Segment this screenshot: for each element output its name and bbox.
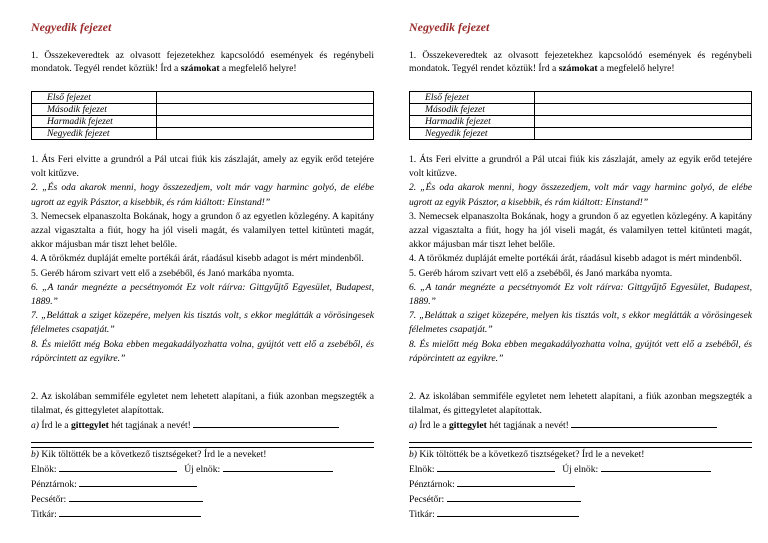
list-item: 1. Áts Feri elvitte a grundról a Pál utcai fiúk kis zászlaját, amely az egyik erőd tetejére volt kitűzve. [31, 154, 374, 180]
table-row: Harmadik fejezet [32, 116, 374, 128]
list-item: 7. „Beláttak a sziget közepére, melyen kis tisztás volt, s ekkor meglátták a vörösingesek félelmetes csapatját.” [31, 310, 374, 336]
table-row: Második fejezet [32, 104, 374, 116]
task2-b: b) Kik töltötték be a következő tisztségeket? Írd le a neveket! [409, 448, 645, 460]
task2-intro: 2. Az iskolában semmiféle egyletet nem lehetett alapítani, a fiúk azonban megszegték a tilalmat, és gittegyletet alapítottak. [31, 391, 374, 417]
task1-instruction: 1. Összekeveredtek az olvasott fejezetekhez kapcsolódó események és regénybeli mondatok. Tegyél rendet köztük! Írd a számokat a megfelelő helyre! [31, 50, 374, 74]
table-row: Negyedik fejezet [32, 128, 374, 140]
chapter-title: Negyedik fejezet [409, 20, 490, 34]
table-row: Második fejezet [410, 104, 752, 116]
answer-line[interactable] [571, 418, 717, 428]
list-item: 6. „A tanár megnézte a pecsétnyomót Ez volt ráírva: Gittgyűjtő Egyesület, Budapest, 1889.” [409, 281, 752, 308]
task2-a: a) Írd le a gittegylet hét tagjának a nevét! [31, 418, 374, 433]
answer-line[interactable] [31, 434, 374, 443]
role-row-pecsetor: Pecsétőr: [409, 492, 752, 507]
list-item: 2. „És oda akarok menni, hogy összezedjem, volt már vagy harminc golyó, de elébe ugrott az egyik Pásztor, a kisebbik, és rám kiáltott: Einstand!” [409, 182, 752, 208]
list-item: 8. És mielőtt még Boka ebben megakadályozhatta volna, gyújtót vett elő a zsebéből, és rápörcintett az egyikre.” [409, 338, 752, 364]
pecsetor-answer-line[interactable] [447, 492, 581, 502]
answer-line[interactable] [193, 418, 339, 428]
role-row-pecsetor: Pecsétőr: [31, 492, 374, 507]
pecsetor-answer-line[interactable] [69, 492, 203, 502]
answer-cell[interactable] [157, 92, 374, 104]
role-row-titkar: Titkár: [409, 507, 752, 522]
answer-cell[interactable] [535, 128, 752, 140]
chapter-table [409, 91, 752, 140]
list-item: 3. Nemecsek elpanaszolta Bokának, hogy a grundon ő az egyetlen közlegény. A kapitány azzal vigasztalta a fiút, hogy ha jól viseli magát, és valamilyen tettel kitünteti magát, akkor májusban már tiszt lehet belőle. [409, 210, 752, 251]
role-row-penztarnok: Pénztárnok: [31, 477, 374, 492]
penztarnok-answer-line[interactable] [79, 477, 197, 487]
task2-a: a) Írd le a gittegylet hét tagjának a nevét! [409, 418, 752, 433]
chapter-table [31, 91, 374, 140]
table-row: Negyedik fejezet [410, 128, 752, 140]
list-item: 8. És mielőtt még Boka ebben megakadályozhatta volna, gyújtót vett elő a zsebéből, és rápörcintett az egyikre.” [31, 338, 374, 364]
list-item: 5. Geréb három szivart vett elő a zsebéből, és Janó markába nyomta. [31, 267, 295, 279]
list-item: 3. Nemecsek elpanaszolta Bokának, hogy a grundon ő az egyetlen közlegény. A kapitány azzal vigasztalta a fiút, hogy ha jól viseli magát, és valamilyen tettel kitünteti magát, akkor májusban már tiszt lehet belőle. [31, 210, 374, 251]
answer-cell[interactable] [535, 104, 752, 116]
answer-cell[interactable] [157, 104, 374, 116]
uj-elnok-answer-line[interactable] [601, 462, 711, 472]
list-item: 7. „Beláttak a sziget közepére, melyen kis tisztás volt, s ekkor meglátták a vörösingesek félelmetes csapatját.” [409, 310, 752, 336]
task2-intro: 2. Az iskolában semmiféle egyletet nem lehetett alapítani, a fiúk azonban megszegték a tilalmat, és gittegyletet alapítottak. [409, 391, 752, 417]
list-item: 5. Geréb három szivart vett elő a zsebéből, és Janó markába nyomta. [409, 267, 673, 279]
list-item: 1. Áts Feri elvitte a grundról a Pál utcai fiúk kis zászlaját, amely az egyik erőd tetejére volt kitűzve. [409, 154, 752, 180]
role-row-penztarnok: Pénztárnok: [409, 477, 752, 492]
answer-cell[interactable] [535, 92, 752, 104]
elnok-answer-line[interactable] [437, 462, 555, 472]
uj-elnok-answer-line[interactable] [223, 462, 333, 472]
answer-cell[interactable] [535, 116, 752, 128]
answer-line[interactable] [409, 434, 752, 443]
task1-instruction: 1. Összekeveredtek az olvasott fejezetekhez kapcsolódó események és regénybeli mondatok. Tegyél rendet köztük! Írd a számokat a megfelelő helyre! [409, 50, 752, 74]
events-list [31, 153, 374, 366]
titkar-answer-line[interactable] [59, 507, 201, 517]
role-row-elnok: Elnök: Új elnök: [31, 462, 374, 477]
answer-cell[interactable] [157, 116, 374, 128]
answer-cell[interactable] [157, 128, 374, 140]
chapter-title: Negyedik fejezet [31, 20, 112, 34]
elnok-answer-line[interactable] [59, 462, 177, 472]
penztarnok-answer-line[interactable] [457, 477, 575, 487]
table-row: Első fejezet [410, 92, 752, 104]
task2 [409, 390, 752, 523]
role-row-elnok: Elnök: Új elnök: [409, 462, 752, 477]
titkar-answer-line[interactable] [437, 507, 579, 517]
list-item: 6. „A tanár megnézte a pecsétnyomót Ez volt ráírva: Gittgyűjtő Egyesület, Budapest, 1889.” [31, 281, 374, 308]
task2-b: b) Kik töltötték be a következő tisztségeket? Írd le a neveket! [31, 448, 267, 460]
list-item: 4. A törökméz dupláját emelte portékái árát, ráadásul kisebb adagot is mért mindenből. [409, 253, 742, 265]
table-row: Harmadik fejezet [410, 116, 752, 128]
list-item: 2. „És oda akarok menni, hogy összezedjem, volt már vagy harminc golyó, de elébe ugrott az egyik Pásztor, a kisebbik, és rám kiáltott: Einstand!” [31, 182, 374, 208]
task2 [31, 390, 374, 523]
events-list [409, 153, 752, 366]
role-row-titkar: Titkár: [31, 507, 374, 522]
list-item: 4. A törökméz dupláját emelte portékái árát, ráadásul kisebb adagot is mért mindenből. [31, 253, 364, 265]
table-row: Első fejezet [32, 92, 374, 104]
